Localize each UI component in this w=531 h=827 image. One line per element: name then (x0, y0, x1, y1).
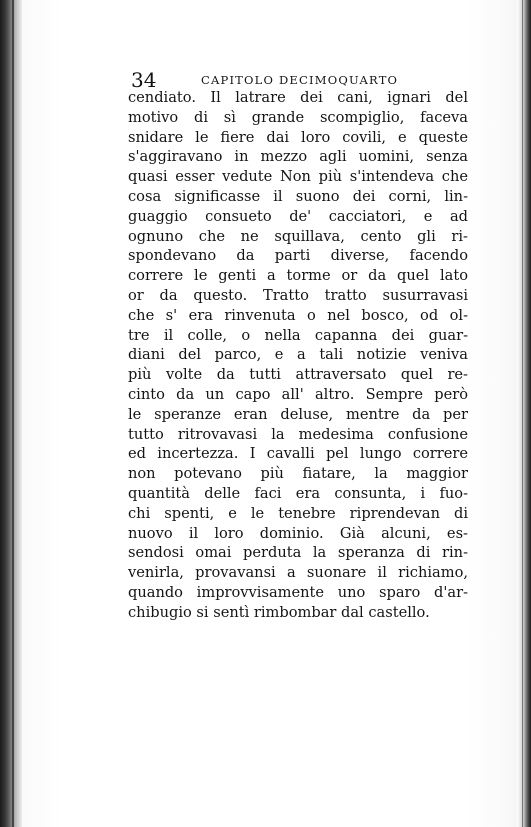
body-text (128, 88, 468, 623)
text-line: chibugio si sentì rimbombar dal castello. (128, 603, 430, 621)
text-line: ed incertezza. I cavalli pel lungo correre (128, 445, 468, 463)
text-line: più volte da tutti attraversato quel re- (128, 366, 468, 384)
text-line: quantità delle faci era consunta, i fuo- (128, 484, 468, 502)
text-line: s'aggiravano in mezzo agli uomini, senza (128, 148, 468, 166)
text-line: non potevano più fiatare, la maggior (128, 465, 468, 483)
book-spine-shadow (0, 0, 22, 827)
text-line: sendosi omai perduta la speranza di rin- (128, 544, 468, 562)
text-line: guaggio consueto de' cacciatori, e ad (128, 207, 468, 225)
text-line: spondevano da parti diverse, facendo (128, 247, 468, 265)
text-line: nuovo il loro dominio. Già alcuni, es- (128, 524, 468, 542)
text-line: ognuno che ne squillava, cento gli ri- (128, 227, 468, 245)
text-line: diani del parco, e a tali notizie veniva (128, 346, 468, 364)
text-line: tutto ritrovavasi la medesima confusione (128, 425, 468, 443)
text-line: snidare le fiere dai loro covili, e queste (128, 128, 468, 146)
text-line: motivo di sì grande scompiglio, faceva (128, 108, 468, 126)
text-line: cosa significasse il suono dei corni, lin- (128, 187, 468, 205)
text-line: or da questo. Tratto tratto susurravasi (128, 286, 468, 304)
text-line: quasi esser vedute Non più s'intendeva che (128, 168, 468, 186)
spine-edge-line (12, 0, 14, 827)
text-line: tre il colle, o nella capanna dei guar- (128, 326, 468, 344)
text-line: venirla, provavansi a suonare il richiamo, (128, 564, 468, 582)
text-line: cendiato. Il latrare dei cani, ignari del (128, 89, 468, 106)
page-number: 34 (131, 68, 157, 92)
page-edge-shadow (517, 0, 531, 827)
text-line: che s' era rinvenuta o nel bosco, od ol- (128, 306, 468, 324)
page-edge-line (522, 0, 523, 827)
text-line: le speranze eran deluse, mentre da per (128, 405, 468, 423)
running-head: CAPITOLO DECIMOQUARTO (201, 73, 399, 87)
text-line: cinto da un capo all' altro. Sempre però (128, 385, 468, 403)
text-line: correre le genti a torme or da quel lato (128, 267, 468, 285)
text-line: quando improvvisamente uno sparo d'ar- (128, 583, 468, 601)
text-line: chi spenti, e le tenebre riprendevan di (128, 504, 468, 522)
